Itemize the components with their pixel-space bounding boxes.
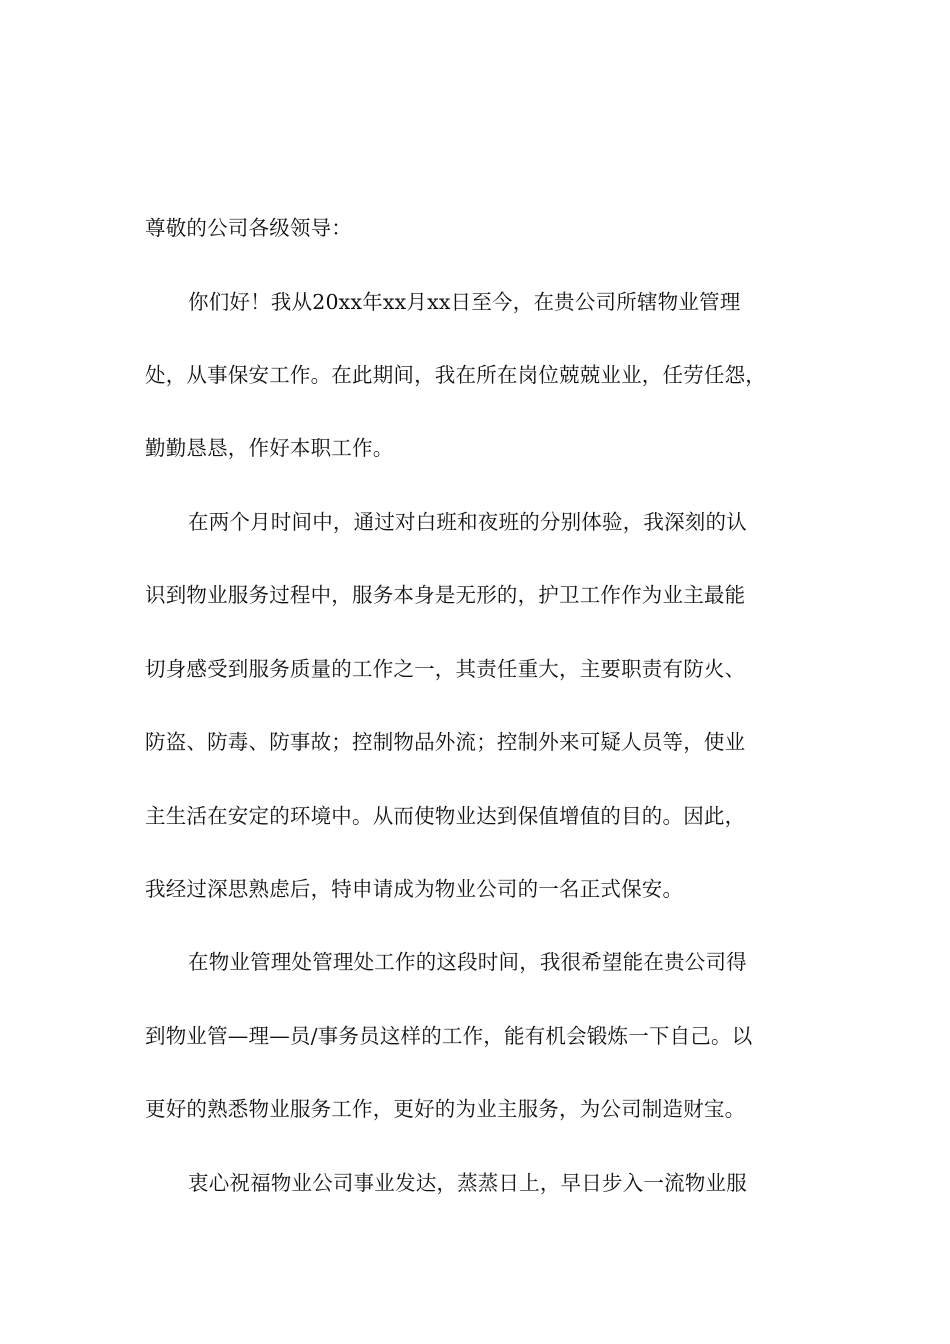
paragraph-2-line-5: 主生活在安定的环境中。从而使物业达到保值增值的目的。因此，	[145, 804, 746, 828]
paragraph-1-line-1: 你们好！我从20xx年xx月xx日至今，在贵公司所辖物业管理	[188, 290, 741, 314]
paragraph-2-line-3: 切身感受到服务质量的工作之一，其责任重大，主要职责有防火、	[145, 657, 746, 681]
paragraph-1-line-3: 勤勤恳恳，作好本职工作。	[145, 436, 394, 460]
paragraph-3-line-1: 在物业管理处管理处工作的这段时间，我很希望能在贵公司得	[188, 950, 747, 974]
paragraph-2-line-1: 在两个月时间中，通过对白班和夜班的分别体验，我深刻的认	[188, 510, 747, 534]
paragraph-3-line-3: 更好的熟悉物业服务工作，更好的为业主服务，为公司制造财宝。	[145, 1097, 746, 1121]
paragraph-3-line-2: 到物业管—理—员/事务员这样的工作，能有机会锻炼一下自己。以	[145, 1024, 753, 1048]
paragraph-2-line-4: 防盗、防毒、防事故；控制物品外流；控制外来可疑人员等，使业	[145, 730, 746, 754]
paragraph-1-line-2: 处，从事保安工作。在此期间，我在所在岗位兢兢业业，任劳任怨，	[145, 363, 766, 387]
salutation: 尊敬的公司各级领导：	[145, 216, 352, 240]
paragraph-2-line-2: 识到物业服务过程中，服务本身是无形的，护卫工作作为业主最能	[145, 583, 746, 607]
paragraph-4-line-1: 衷心祝福物业公司事业发达，蒸蒸日上，早日步入一流物业服	[188, 1171, 747, 1195]
paragraph-2-line-6: 我经过深思熟虑后，特申请成为物业公司的一名正式保安。	[145, 877, 684, 901]
